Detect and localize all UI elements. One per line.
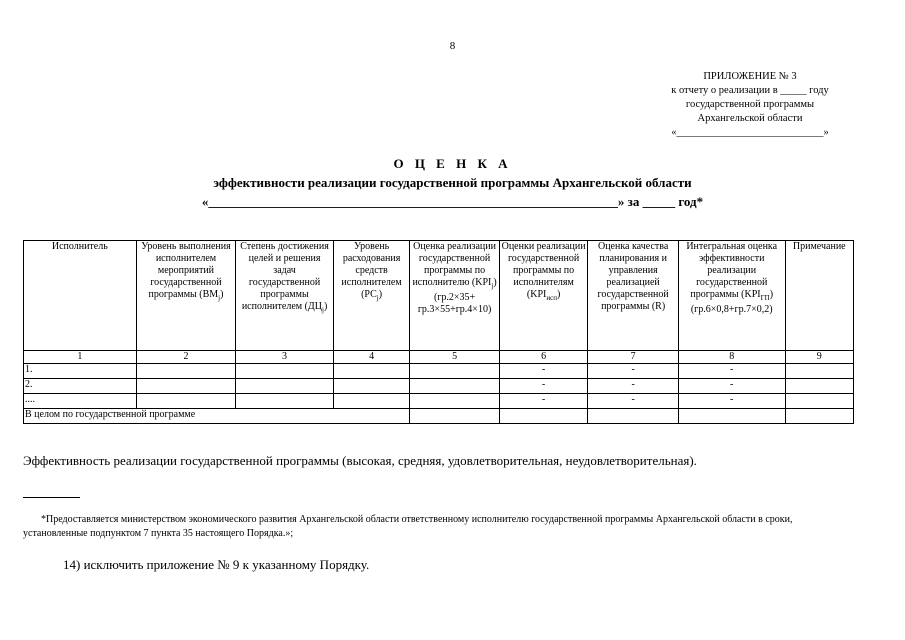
table-cell [136,394,236,409]
table-cell [785,364,853,379]
table-cell [785,409,853,424]
appendix-line-3: государственной программы [685,99,815,110]
header-col-6 [499,241,588,351]
document-title: О Ц Е Н К А [393,156,512,171]
header-subscript: j [321,306,324,314]
header-tail: ) (гр.6×0,8+гр.7×0,2) [690,289,774,315]
table-cell: 1. [24,364,137,379]
table-cell: - [678,364,785,379]
header-tail: ) [378,289,383,300]
document-subtitle-program-year: «_______________________________________________________________» за _____ год* [201,194,704,209]
table-cell [333,364,409,379]
column-number-2: 2 [136,351,236,364]
appendix-line-4: Архангельской области [697,113,803,124]
table-cell [236,394,334,409]
header-tail: ) [323,301,328,312]
efficiency-statement: Эффективность реализации государственной программы (высокая, средняя, удовлетворительная, неудовлетворительная). [23,453,697,468]
header-text: Уровень расходования средств исполнителем (РС [341,241,402,300]
column-number-8: 8 [678,351,785,364]
header-col-4 [333,241,409,351]
table-cell: - [678,379,785,394]
table-cell [785,394,853,409]
header-text: Интегральная оценка эффективности реализации государственной программы (KPI [686,241,778,300]
header-subscript: ГП [760,294,770,302]
table-cell: - [588,379,679,394]
appendix-line-5: «____________________________» [671,127,829,138]
table-cell: - [499,379,588,394]
table-cell [410,409,500,424]
header-text: Оценка реализации государственной программы по исполнителю (KPI [412,241,496,288]
table-cell: - [678,394,785,409]
column-number-5: 5 [410,351,500,364]
table-cell [333,379,409,394]
header-col-7 [588,241,679,351]
appendix-line-1: ПРИЛОЖЕНИЕ № 3 [703,71,797,82]
table-cell [785,379,853,394]
table-cell: 2. [24,379,137,394]
table-cell [236,364,334,379]
footnote-separator [23,497,80,498]
table-cell [236,379,334,394]
header-col-8 [678,241,785,351]
column-number-4: 4 [333,351,409,364]
header-text: Исполнитель [51,241,108,252]
table-cell [136,379,236,394]
table-cell [410,364,500,379]
header-tail: ) [220,289,224,300]
column-number-3: 3 [236,351,334,364]
header-text: Степень достижения целей и решения задач государственной программы исполнителем (ДЦ [240,241,329,312]
header-subscript: j [376,294,379,302]
total-row [24,409,854,424]
table-cell: - [588,394,679,409]
header-text: Оценки реализации государственной программы по исполнителям (KPI [501,241,586,300]
table-cell [410,379,500,394]
table-cell: - [588,364,679,379]
table-row [24,364,854,379]
appendix-line-2: к отчету о реализации в _____ году [671,85,829,96]
table-cell [499,409,588,424]
column-number-row [24,351,854,364]
footnote: *Предоставляется министерством экономического развития Архангельской области ответственному исполнителю государственной программы Архангельской области в сроки, установленные подпунктом 7 пункта 35 настоящего Порядка.»; [23,514,793,539]
header-col-5 [410,241,500,351]
total-label: В целом по государственной программе [24,409,410,424]
appendix-block [620,70,880,140]
header-subscript: исп [546,294,557,302]
table-cell: - [499,394,588,409]
column-number-1: 1 [24,351,137,364]
table-cell [588,409,679,424]
column-number-6: 6 [499,351,588,364]
table-cell [136,364,236,379]
header-text: Примечание [792,241,846,252]
document-subtitle: эффективности реализации государственной программы Архангельской области [213,175,692,190]
page-number: 8 [449,40,456,52]
table-cell [678,409,785,424]
table-cell [410,394,500,409]
item-14: 14) исключить приложение № 9 к указанному Порядку. [63,557,370,572]
table-row [24,379,854,394]
header-col-3 [236,241,334,351]
header-subscript: j [491,282,494,290]
header-text: Уровень выполнения исполнителем мероприятий государственной программы (ВМ [141,241,231,300]
column-number-9: 9 [785,351,853,364]
table-header-row [24,241,854,351]
header-text: Оценка качества планирования и управления реализацией государственной программы (R) [597,241,669,312]
header-tail: ) (гр.2×35+ гр.3×55+гр.4×10) [417,277,497,315]
column-number-7: 7 [588,351,679,364]
table-row [24,394,854,409]
header-tail: ) [556,289,561,300]
header-col-9 [785,241,853,351]
table-cell: .... [24,394,137,409]
header-subscript: j [218,294,221,302]
evaluation-table [23,240,854,424]
table-cell: - [499,364,588,379]
header-col-1 [24,241,137,351]
header-col-2 [136,241,236,351]
table-cell [333,394,409,409]
